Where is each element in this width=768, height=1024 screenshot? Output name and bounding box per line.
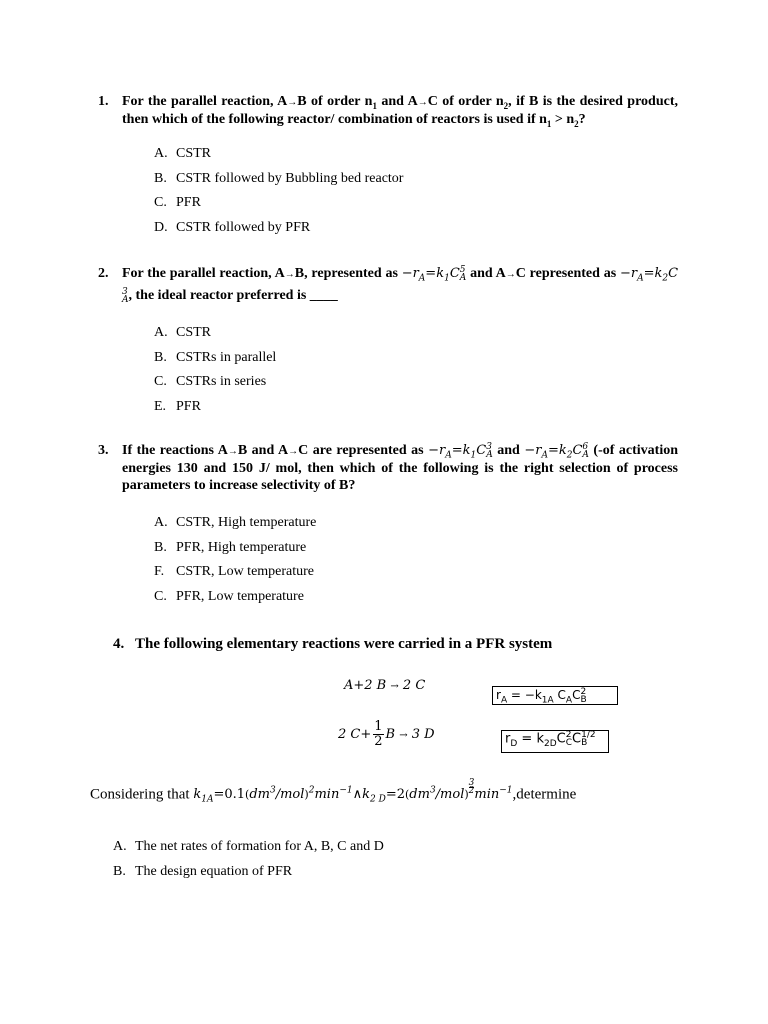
question-2 (98, 263, 678, 306)
rate-law-box-1: $r_A = -k_{1A}$ $C_AC$ 2 B (492, 686, 618, 705)
question-2-options (154, 324, 276, 422)
option-item[interactable]: D. CSTR followed by PFR (154, 219, 311, 235)
option-item[interactable]: A. CSTR (154, 146, 212, 161)
question-3 (98, 442, 678, 494)
question-4-options (113, 838, 384, 887)
option-item[interactable]: B. CSTRs in parallel (154, 349, 277, 365)
question-1-number: 1. (98, 94, 109, 109)
option-item[interactable]: C. PFR, Low temperature (154, 588, 304, 604)
option-item[interactable]: A. The net rates of formation for A, B, C and D (113, 839, 384, 854)
question-3-text: If the reactions A→B and A→C are represented as $-r_A=k_1C$ 3 A and $-r_A=k_2C$ 6 A (-of activation energies 130 and 150 J/ mol, then which of the following is the right selection of process parameters to increase selectivity of B? (122, 441, 679, 493)
question-4 (113, 636, 552, 653)
option-item[interactable]: C. PFR (154, 195, 201, 211)
question-1 (98, 93, 678, 128)
question-4-text: The following elementary reactions were carried in a PFR system (135, 636, 553, 652)
option-item[interactable]: B. CSTR followed by Bubbling bed reactor (154, 170, 404, 186)
reaction-equation-1: A+2 B → 2 C (344, 678, 426, 693)
question-2-number: 2. (98, 266, 109, 281)
option-item[interactable]: F. CSTR, Low temperature (154, 564, 315, 580)
option-item[interactable]: B. The design equation of PFR (113, 863, 293, 879)
option-item[interactable]: A. CSTR, High temperature (154, 515, 317, 530)
option-item[interactable]: B. PFR, High temperature (154, 539, 307, 555)
question-3-options (154, 514, 316, 612)
reaction-equation-2: 2 C+ $\frac{1}{2}$ B → 3 D (338, 719, 435, 749)
question-2-text: For the parallel reaction, A→B, represented as $-r_A=k_1C$ 5 A and A→C represented as $-r_A=k_2C$ 3 A , the ideal reactor preferred is ____ (122, 264, 679, 305)
option-item[interactable]: C. CSTRs in series (154, 374, 267, 390)
question-4-number: 4. (113, 636, 125, 652)
option-item[interactable]: E. PFR (154, 398, 201, 414)
rate-law-box-2: $r_D = k_{2D}C$ 2 C C 1/2 B (501, 730, 609, 753)
question-1-options (154, 145, 403, 243)
considering-statement: Considering that $k_{1A}=0.1(dm^3/mol)^2\min^{-1}\wedge k_{2 D}=2(dm^3/mol)$ $\frac{3}{2}$ $\min^{-1},determine$ (90, 778, 577, 805)
question-3-number: 3. (98, 443, 109, 458)
question-1-text: For the parallel reaction, A→B of order $n_1$ and A→C of order $n_2$, if B is the desired product, then which of the following reactor/ combination of reactors is used if $n_1 > n_2$? (122, 94, 678, 129)
option-item[interactable]: A. CSTR (154, 325, 212, 340)
